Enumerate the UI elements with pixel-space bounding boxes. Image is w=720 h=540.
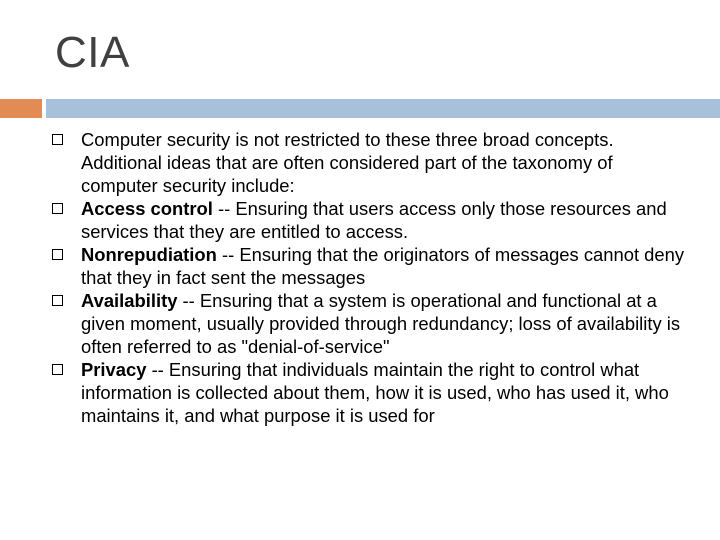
square-bullet-icon [52,203,63,214]
bullet-item-access-control [52,197,692,243]
bullet-item-availability [52,289,692,358]
bullet-text: -- Ensuring that individuals maintain the right to control what information is collected about them, how it is used, who has used it, who maintains it, and what purpose it is used for [81,359,669,426]
square-bullet-icon [52,134,63,145]
square-bullet-icon [52,249,63,260]
slide-title: CIA [55,28,130,77]
bullet-term: Availability [81,290,178,311]
bullet-item-intro [52,128,692,197]
bullet-text: Computer security is not restricted to these three broad concepts. Additional ideas that are often considered part of the taxonomy of computer security include: [81,129,614,196]
bullet-term: Privacy [81,359,147,380]
bullet-term: Access control [81,198,213,219]
accent-bar [0,99,42,118]
square-bullet-icon [52,364,63,375]
bullet-list [52,128,692,427]
square-bullet-icon [52,295,63,306]
bullet-text: -- Ensuring that the originators of messages cannot deny that they in fact sent the messages [81,244,685,288]
bullet-term: Nonrepudiation [81,244,217,265]
bullet-item-privacy [52,358,692,427]
bullet-text: -- Ensuring that a system is operational and functional at a given moment, usually provided through redundancy; loss of availability is often referred to as "denial-of-service" [81,290,681,357]
title-rule [46,99,720,118]
bullet-text: -- Ensuring that users access only those resources and services that they are entitled to access. [81,198,667,242]
bullet-item-nonrepudiation [52,243,692,289]
